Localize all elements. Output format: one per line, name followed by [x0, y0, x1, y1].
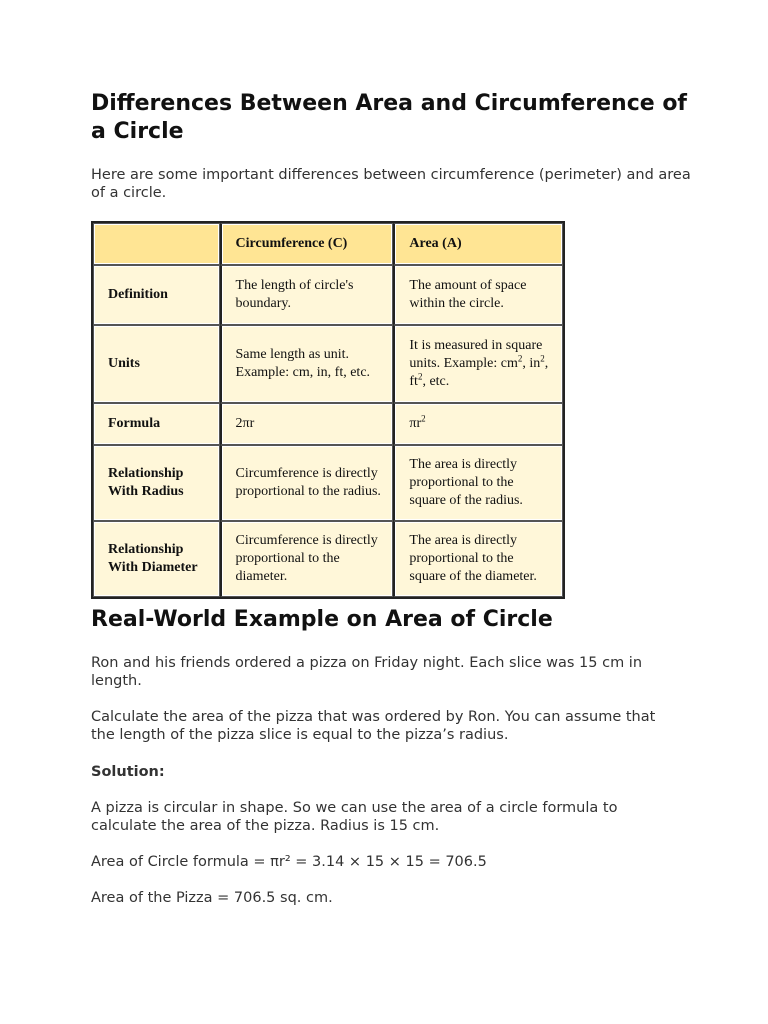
superscript-two: 2	[540, 353, 545, 364]
superscript-two: 2	[517, 353, 523, 364]
table-row	[93, 325, 563, 403]
cell-circumference-definition: The length of circle's boundary.	[220, 265, 394, 325]
cell-area-diameter: The area is directly proportional to the square of the diameter.	[393, 521, 563, 597]
result-line: Area of the Pizza = 706.5 sq. cm.	[91, 890, 333, 906]
area-formula-base: πr	[409, 416, 422, 431]
header-empty-cell	[93, 223, 220, 265]
superscript-two: 2	[421, 413, 426, 424]
cell-area-radius: The area is directly proportional to the square of the radius.	[393, 445, 563, 521]
header-circumference: Circumference (C)	[220, 223, 394, 265]
solution-label: Solution:	[91, 764, 165, 780]
area-units-text: , etc.	[422, 374, 450, 389]
cell-circumference-units: Same length as unit. Example: cm, in, ft, etc.	[220, 325, 394, 403]
row-label-units: Units	[93, 325, 220, 403]
area-units-text: , in	[522, 356, 541, 371]
row-label-formula: Formula	[93, 403, 220, 445]
area-units-text: It is measured in square units. Example: cm	[409, 338, 543, 371]
table-row	[93, 265, 563, 325]
example-paragraph-2: Calculate the area of the pizza that was ordered by Ron. You can assume that the length of the pizza slice is equal to the pizza’s radius.	[91, 709, 656, 743]
table-row	[93, 403, 563, 445]
cell-area-units	[393, 325, 563, 403]
example-heading: Real-World Example on Area of Circle	[91, 607, 553, 632]
cell-circumference-radius: Circumference is directly proportional to the radius.	[220, 445, 394, 521]
comparison-table	[91, 221, 565, 599]
page-title: Differences Between Area and Circumference of a Circle	[91, 91, 687, 144]
row-label-definition: Definition	[93, 265, 220, 325]
example-paragraph-1: Ron and his friends ordered a pizza on Friday night. Each slice was 15 cm in length.	[91, 655, 643, 689]
table-row	[93, 445, 563, 521]
row-label-radius: Relationship With Radius	[93, 445, 220, 521]
table-header-row	[93, 223, 563, 265]
row-label-diameter: Relationship With Diameter	[93, 521, 220, 597]
header-area: Area (A)	[393, 223, 563, 265]
solution-paragraph: A pizza is circular in shape. So we can use the area of a circle formula to calculate the area of the pizza. Radius is 15 cm.	[91, 800, 618, 834]
intro-paragraph: Here are some important differences between circumference (perimeter) and area of a circle.	[91, 167, 691, 201]
area-units-text: , ft	[409, 356, 549, 389]
table-row	[93, 521, 563, 597]
cell-area-formula	[393, 403, 563, 445]
formula-line: Area of Circle formula = πr² = 3.14 × 15 × 15 = 706.5	[91, 854, 487, 870]
cell-circumference-diameter: Circumference is directly proportional to the diameter.	[220, 521, 394, 597]
cell-area-definition: The amount of space within the circle.	[393, 265, 563, 325]
superscript-two: 2	[417, 371, 423, 382]
cell-circumference-formula: 2πr	[220, 403, 394, 445]
